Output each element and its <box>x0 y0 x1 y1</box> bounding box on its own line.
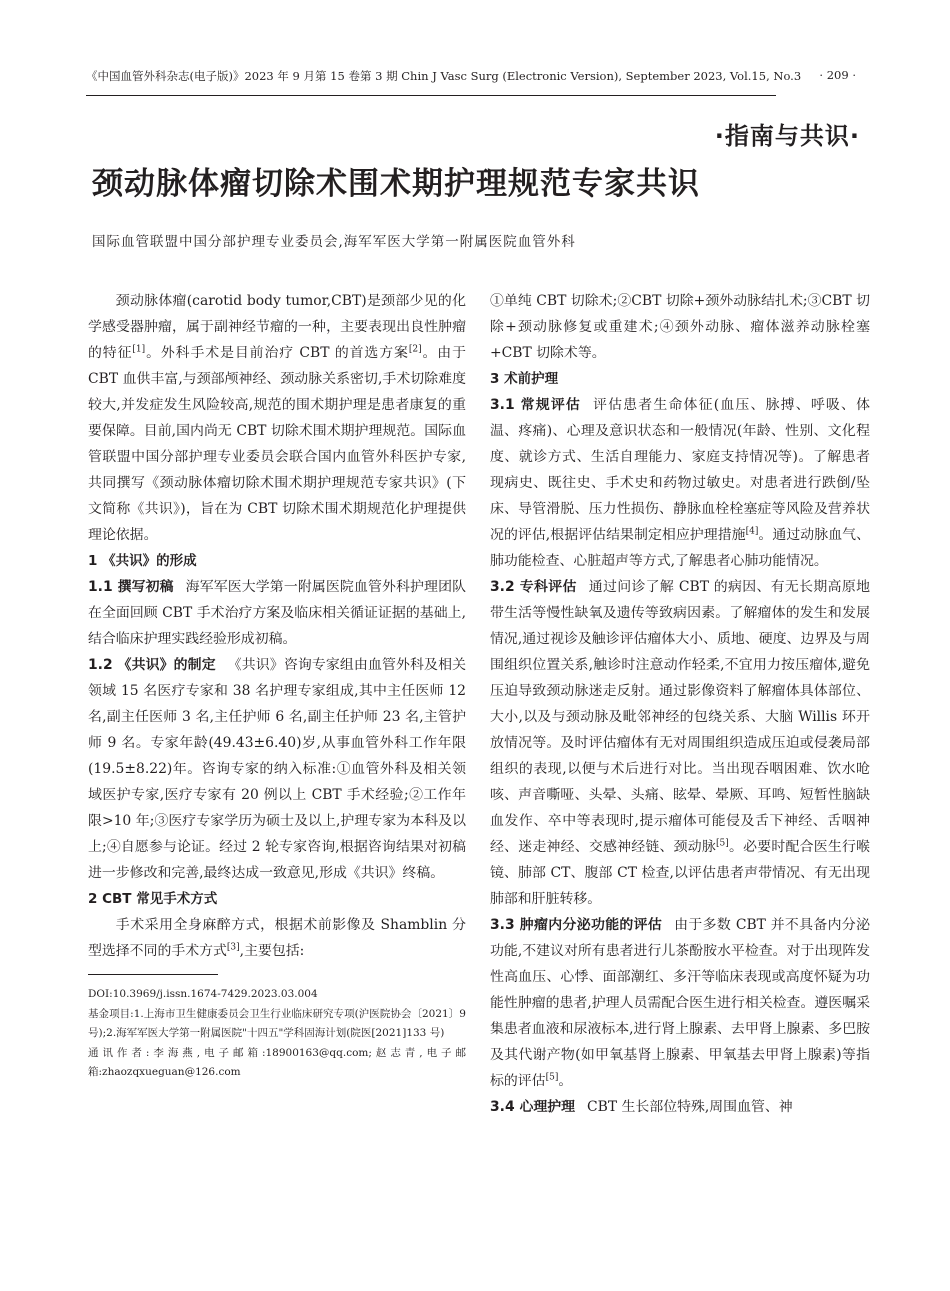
citation-ref: [5] <box>545 1072 559 1083</box>
citation-ref: [4] <box>745 526 759 537</box>
section-3-1-heading: 3.1 常规评估 <box>490 397 581 413</box>
section-1-1-paragraph <box>88 574 466 652</box>
section-3-1-paragraph <box>490 392 870 574</box>
section-1-1-text: 海军军医大学第一附属医院血管外科护理团队在全面回顾 CBT 手术治疗方案及临床相关循证证据的基础上,结合临床护理实践经验形成初稿。 <box>88 579 466 647</box>
section-1-heading: 1 《共识》的形成 <box>88 553 197 569</box>
header-rule <box>86 95 776 96</box>
footnote-funding: 基金项目:1.上海市卫生健康委员会卫生行业临床研究专项(沪医院协会〔2021〕9 号);2.海军军医大学第一附属医院"十四五"学科固海计划(院医[2021]133 号) <box>88 1008 466 1039</box>
section-1-1-heading: 1.1 撰写初稿 <box>88 579 174 595</box>
section-tag: ·指南与共识· <box>714 122 860 150</box>
footnote-doi: DOI:10.3969/j.issn.1674-7429.2023.03.004 <box>88 988 318 1000</box>
section-3-4-text: CBT 生长部位特殊,周围血管、神 <box>587 1099 793 1115</box>
article-title: 颈动脉体瘤切除术围术期护理规范专家共识 <box>92 166 700 202</box>
section-3-4-heading: 3.4 心理护理 <box>490 1099 576 1115</box>
section-2-paragraph <box>88 912 466 964</box>
footnote-rule <box>88 974 218 975</box>
page-number: · 209 · <box>819 68 856 82</box>
section-3-2-heading: 3.2 专科评估 <box>490 579 577 595</box>
section-1-2-text: 《共识》咨询专家组由血管外科及相关领域 15 名医疗专家和 38 名护理专家组成,其中主任医师 12 名,副主任医师 3 名,主任护师 6 名,副主任护师 23 名,主管护师 9 名。专家年龄(49.43±6.40)岁,从事血管外科工作年限(19.5±8.22)年。咨询专家的纳入标准:①血管外科及相关领域医护专家,医疗专家有 20 例以上 CBT 手术经验;②工作年限>10 年;③医疗专家学历为硕士及以上,护理专家为本科及以上;④自愿参与论证。经过 2 轮专家咨询,根据咨询结果对初稿进一步修改和完善,最终达成一致意见,形成《共识》终稿。 <box>88 657 466 881</box>
citation-ref: [3] <box>226 942 240 953</box>
right-column <box>490 288 870 1120</box>
section-1-2-heading: 1.2 《共识》的制定 <box>88 657 216 673</box>
authors-line: 国际血管联盟中国分部护理专业委员会,海军军医大学第一附属医院血管外科 <box>92 234 576 250</box>
journal-citation-line: 《中国血管外科杂志(电子版)》2023 年 9 月第 15 卷第 3 期 Chin J Vasc Surg (Electronic Version), September 2023, Vol.15, No.3 <box>86 69 802 83</box>
citation-ref: [5] <box>715 838 729 849</box>
citation-ref: [1] <box>132 344 146 355</box>
section-3-3-heading: 3.3 肿瘤内分泌功能的评估 <box>490 917 663 933</box>
left-column <box>88 288 466 1083</box>
section-2-text-b: ,主要包括: <box>239 943 305 959</box>
citation-ref: [2] <box>408 344 422 355</box>
section-3-2-paragraph <box>490 574 870 912</box>
intro-text-c: 。由于 CBT 血供丰富,与颈部颅神经、颈动脉关系密切,手术切除难度较大,并发症发生风险较高,规范的围术期护理是患者康复的重要保障。目前,国内尚无 CBT 切除术围术期护理规范。国际血管联盟中国分部护理专业委员会联合国内血管外科医护专家,共同撰写《颈动脉体瘤切除术围术期护理规范专家共识》(下文简称《共识》)，旨在为 CBT 切除术围术期规范化护理提供理论依据。 <box>88 345 466 543</box>
section-3-3-text: 由于多数 CBT 并不具备内分泌功能,不建议对所有患者进行儿茶酚胺水平检查。对于出现阵发性高血压、心悸、面部潮红、多汗等临床表现或高度怀疑为功能性肿瘤的患者,护理人员需配合医生进行相关检查。遵医嘱采集患者血液和尿液标本,进行肾上腺素、去甲肾上腺素、多巴胺及其代谢产物(如甲氧基肾上腺素、甲氧基去甲肾上腺素)等指标的评估 <box>490 917 870 1089</box>
section-3-2-text-b: 。必要时配合医生行喉镜、肺部 CT、腹部 CT 检查,以评估患者声带情况、有无出现肺部和肝脏转移。 <box>490 839 870 907</box>
section-1-2-paragraph <box>88 652 466 886</box>
section-3-4-paragraph <box>490 1094 870 1120</box>
section-3-1-text: 评估患者生命体征(血压、脉搏、呼吸、体温、疼痛)、心理及意识状态和一般情况(年龄、性别、文化程度、就诊方式、生活自理能力、家庭支持情况等)。了解患者现病史、既往史、手术史和药物过敏史。对患者进行跌倒/坠床、导管滑脱、压力性损伤、静脉血栓栓塞症等风险及营养状况的评估,根据评估结果制定相应护理措施 <box>490 397 870 543</box>
footnotes <box>88 985 466 1082</box>
section-3-1-text-b: 。通过动脉血气、肺功能检查、心脏超声等方式,了解患者心肺功能情况。 <box>490 527 870 569</box>
intro-text: 颈动脉体瘤(carotid body tumor,CBT)是颈部少见的化学感受器肿瘤，属于副神经节瘤的一种，主要表现出良性肿瘤的特征 <box>88 293 466 361</box>
section-2-heading: 2 CBT 常见手术方式 <box>88 891 218 907</box>
section-2-text: 手术采用全身麻醉方式，根据术前影像及 Shamblin 分型选择不同的手术方式 <box>88 917 466 959</box>
intro-paragraph <box>88 288 466 548</box>
section-2-continued: ①单纯 CBT 切除术;②CBT 切除+颈外动脉结扎术;③CBT 切除+颈动脉修复或重建术;④颈外动脉、瘤体滋养动脉栓塞+CBT 切除术等。 <box>490 293 870 361</box>
running-head <box>86 68 856 84</box>
section-3-3-text-b: 。 <box>558 1073 573 1089</box>
intro-text-b: 。外科手术是目前治疗 CBT 的首选方案 <box>145 345 409 361</box>
section-3-heading: 3 术前护理 <box>490 371 559 387</box>
section-3-2-text: 通过问诊了解 CBT 的病因、有无长期高原地带生活等慢性缺氧及遗传等致病因素。了解瘤体的发生和发展情况,通过视诊及触诊评估瘤体大小、质地、硬度、边界及与周围组织位置关系,触诊时注意动作轻柔,不宜用力按压瘤体,避免压迫导致颈动脉迷走反射。通过影像资料了解瘤体具体部位、大小,以及与颈动脉及毗邻神经的包绕关系、大脑 Willis 环开放情况等。及时评估瘤体有无对周围组织造成压迫或侵袭局部组织的表现,以便与术后进行对比。当出现吞咽困难、饮水呛咳、声音嘶哑、头晕、头痛、眩晕、晕厥、耳鸣、短暂性脑缺血发作、卒中等表现时,提示瘤体可能侵及舌下神经、舌咽神经、迷走神经、交感神经链、颈动脉 <box>490 579 870 855</box>
footnote-contact: 通讯作者:李海燕,电子邮箱:18900163@qq.com;赵志青,电子邮箱:zhaozqxueguan@126.com <box>88 1047 466 1078</box>
section-3-3-paragraph <box>490 912 870 1094</box>
